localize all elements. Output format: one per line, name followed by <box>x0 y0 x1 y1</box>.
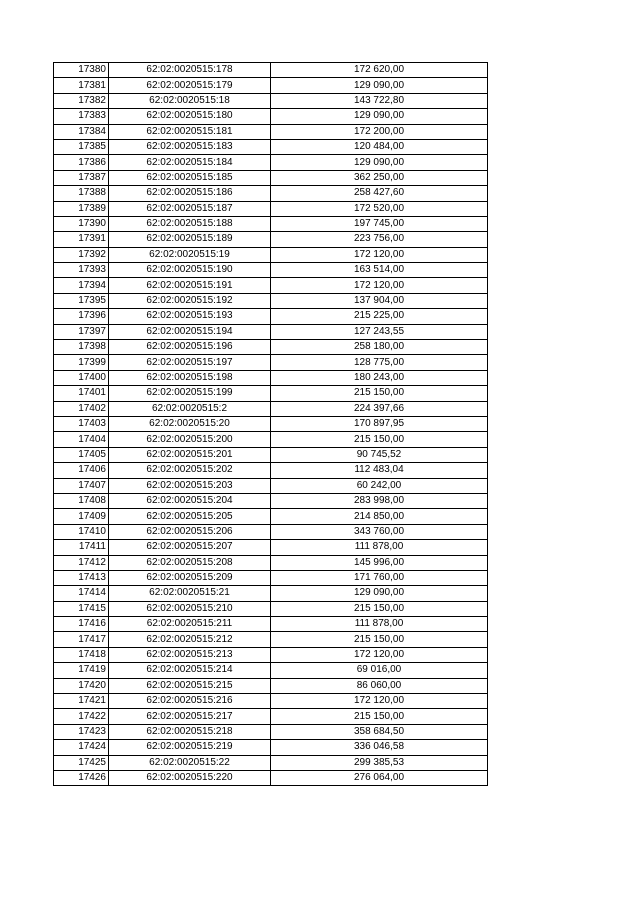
cadastral-number-cell: 62:02:0020515:194 <box>109 324 271 339</box>
row-number-cell: 17416 <box>54 617 109 632</box>
cadastral-value-cell: 362 250,00 <box>271 170 488 185</box>
table-row <box>54 170 488 185</box>
cadastral-value-cell: 283 998,00 <box>271 493 488 508</box>
row-number-cell: 17414 <box>54 586 109 601</box>
table-row <box>54 493 488 508</box>
cadastral-value-cell: 172 120,00 <box>271 647 488 662</box>
row-number-cell: 17395 <box>54 293 109 308</box>
cadastral-number-cell: 62:02:0020515:19 <box>109 247 271 262</box>
cadastral-number-cell: 62:02:0020515:220 <box>109 770 271 785</box>
cadastral-value-cell: 90 745,52 <box>271 447 488 462</box>
cadastral-number-cell: 62:02:0020515:199 <box>109 386 271 401</box>
row-number-cell: 17419 <box>54 663 109 678</box>
cadastral-number-cell: 62:02:0020515:186 <box>109 186 271 201</box>
cadastral-value-cell: 180 243,00 <box>271 370 488 385</box>
cadastral-value-cell: 343 760,00 <box>271 524 488 539</box>
cadastral-number-cell: 62:02:0020515:215 <box>109 678 271 693</box>
row-number-cell: 17388 <box>54 186 109 201</box>
row-number-cell: 17412 <box>54 555 109 570</box>
row-number-cell: 17382 <box>54 93 109 108</box>
row-number-cell: 17401 <box>54 386 109 401</box>
table-row <box>54 678 488 693</box>
row-number-cell: 17385 <box>54 139 109 154</box>
cadastral-number-cell: 62:02:0020515:196 <box>109 340 271 355</box>
row-number-cell: 17410 <box>54 524 109 539</box>
row-number-cell: 17408 <box>54 493 109 508</box>
table-row <box>54 186 488 201</box>
cadastral-value-cell: 172 120,00 <box>271 278 488 293</box>
row-number-cell: 17422 <box>54 709 109 724</box>
table-row <box>54 432 488 447</box>
cadastral-value-cell: 215 150,00 <box>271 386 488 401</box>
table-row <box>54 663 488 678</box>
cadastral-number-cell: 62:02:0020515:214 <box>109 663 271 678</box>
cadastral-value-cell: 258 180,00 <box>271 340 488 355</box>
cadastral-value-cell: 120 484,00 <box>271 139 488 154</box>
cadastral-number-cell: 62:02:0020515:212 <box>109 632 271 647</box>
table-row <box>54 509 488 524</box>
table-row <box>54 201 488 216</box>
table-row <box>54 540 488 555</box>
table-row <box>54 401 488 416</box>
table-row <box>54 247 488 262</box>
cadastral-value-cell: 171 760,00 <box>271 570 488 585</box>
row-number-cell: 17407 <box>54 478 109 493</box>
row-number-cell: 17389 <box>54 201 109 216</box>
row-number-cell: 17420 <box>54 678 109 693</box>
cadastral-number-cell: 62:02:0020515:197 <box>109 355 271 370</box>
table-row <box>54 447 488 462</box>
cadastral-value-cell: 299 385,53 <box>271 755 488 770</box>
cadastral-number-cell: 62:02:0020515:22 <box>109 755 271 770</box>
cadastral-number-cell: 62:02:0020515:180 <box>109 109 271 124</box>
cadastral-number-cell: 62:02:0020515:202 <box>109 463 271 478</box>
row-number-cell: 17380 <box>54 63 109 78</box>
table-row <box>54 709 488 724</box>
cadastral-value-table <box>53 62 488 786</box>
cadastral-number-cell: 62:02:0020515:207 <box>109 540 271 555</box>
cadastral-value-cell: 172 200,00 <box>271 124 488 139</box>
cadastral-number-cell: 62:02:0020515:184 <box>109 155 271 170</box>
cadastral-number-cell: 62:02:0020515:20 <box>109 416 271 431</box>
cadastral-number-cell: 62:02:0020515:18 <box>109 93 271 108</box>
cadastral-number-cell: 62:02:0020515:200 <box>109 432 271 447</box>
cadastral-number-cell: 62:02:0020515:178 <box>109 63 271 78</box>
table-row <box>54 694 488 709</box>
table-row <box>54 632 488 647</box>
cadastral-value-cell: 129 090,00 <box>271 586 488 601</box>
cadastral-value-cell: 197 745,00 <box>271 216 488 231</box>
cadastral-number-cell: 62:02:0020515:208 <box>109 555 271 570</box>
table-row <box>54 724 488 739</box>
cadastral-value-cell: 215 150,00 <box>271 432 488 447</box>
row-number-cell: 17381 <box>54 78 109 93</box>
cadastral-value-cell: 223 756,00 <box>271 232 488 247</box>
cadastral-value-cell: 137 904,00 <box>271 293 488 308</box>
row-number-cell: 17423 <box>54 724 109 739</box>
table-row <box>54 586 488 601</box>
table-row <box>54 93 488 108</box>
row-number-cell: 17421 <box>54 694 109 709</box>
row-number-cell: 17418 <box>54 647 109 662</box>
row-number-cell: 17399 <box>54 355 109 370</box>
row-number-cell: 17426 <box>54 770 109 785</box>
table-row <box>54 232 488 247</box>
row-number-cell: 17386 <box>54 155 109 170</box>
table-row <box>54 293 488 308</box>
table-row <box>54 617 488 632</box>
table-row <box>54 78 488 93</box>
cadastral-value-cell: 215 150,00 <box>271 601 488 616</box>
table-row <box>54 740 488 755</box>
cadastral-number-cell: 62:02:0020515:179 <box>109 78 271 93</box>
cadastral-number-cell: 62:02:0020515:204 <box>109 493 271 508</box>
cadastral-value-cell: 129 090,00 <box>271 78 488 93</box>
cadastral-value-cell: 172 620,00 <box>271 63 488 78</box>
row-number-cell: 17425 <box>54 755 109 770</box>
row-number-cell: 17400 <box>54 370 109 385</box>
cadastral-value-cell: 129 090,00 <box>271 109 488 124</box>
table-body <box>54 63 488 786</box>
row-number-cell: 17409 <box>54 509 109 524</box>
row-number-cell: 17413 <box>54 570 109 585</box>
cadastral-value-cell: 60 242,00 <box>271 478 488 493</box>
cadastral-value-cell: 69 016,00 <box>271 663 488 678</box>
cadastral-value-cell: 163 514,00 <box>271 263 488 278</box>
cadastral-number-cell: 62:02:0020515:211 <box>109 617 271 632</box>
cadastral-number-cell: 62:02:0020515:213 <box>109 647 271 662</box>
table-row <box>54 324 488 339</box>
row-number-cell: 17394 <box>54 278 109 293</box>
cadastral-number-cell: 62:02:0020515:198 <box>109 370 271 385</box>
cadastral-number-cell: 62:02:0020515:190 <box>109 263 271 278</box>
cadastral-value-cell: 145 996,00 <box>271 555 488 570</box>
cadastral-number-cell: 62:02:0020515:209 <box>109 570 271 585</box>
cadastral-value-cell: 172 520,00 <box>271 201 488 216</box>
cadastral-value-cell: 172 120,00 <box>271 694 488 709</box>
cadastral-number-cell: 62:02:0020515:206 <box>109 524 271 539</box>
cadastral-number-cell: 62:02:0020515:192 <box>109 293 271 308</box>
table-row <box>54 601 488 616</box>
cadastral-value-cell: 129 090,00 <box>271 155 488 170</box>
row-number-cell: 17415 <box>54 601 109 616</box>
cadastral-number-cell: 62:02:0020515:203 <box>109 478 271 493</box>
row-number-cell: 17411 <box>54 540 109 555</box>
table-row <box>54 109 488 124</box>
table-row <box>54 370 488 385</box>
row-number-cell: 17405 <box>54 447 109 462</box>
row-number-cell: 17402 <box>54 401 109 416</box>
row-number-cell: 17387 <box>54 170 109 185</box>
cadastral-value-cell: 215 150,00 <box>271 632 488 647</box>
row-number-cell: 17396 <box>54 309 109 324</box>
cadastral-number-cell: 62:02:0020515:193 <box>109 309 271 324</box>
table-row <box>54 416 488 431</box>
row-number-cell: 17404 <box>54 432 109 447</box>
cadastral-number-cell: 62:02:0020515:205 <box>109 509 271 524</box>
cadastral-number-cell: 62:02:0020515:188 <box>109 216 271 231</box>
row-number-cell: 17424 <box>54 740 109 755</box>
table-row <box>54 309 488 324</box>
cadastral-value-cell: 143 722,80 <box>271 93 488 108</box>
cadastral-value-cell: 127 243,55 <box>271 324 488 339</box>
table-row <box>54 139 488 154</box>
cadastral-number-cell: 62:02:0020515:2 <box>109 401 271 416</box>
cadastral-value-cell: 111 878,00 <box>271 617 488 632</box>
cadastral-number-cell: 62:02:0020515:217 <box>109 709 271 724</box>
table-row <box>54 524 488 539</box>
table-row <box>54 355 488 370</box>
row-number-cell: 17392 <box>54 247 109 262</box>
table-row <box>54 278 488 293</box>
cadastral-number-cell: 62:02:0020515:183 <box>109 139 271 154</box>
table-row <box>54 386 488 401</box>
table-row <box>54 263 488 278</box>
row-number-cell: 17397 <box>54 324 109 339</box>
cadastral-number-cell: 62:02:0020515:216 <box>109 694 271 709</box>
cadastral-number-cell: 62:02:0020515:21 <box>109 586 271 601</box>
row-number-cell: 17383 <box>54 109 109 124</box>
table-row <box>54 478 488 493</box>
table-row <box>54 63 488 78</box>
row-number-cell: 17390 <box>54 216 109 231</box>
cadastral-value-cell: 170 897,95 <box>271 416 488 431</box>
cadastral-value-cell: 172 120,00 <box>271 247 488 262</box>
row-number-cell: 17398 <box>54 340 109 355</box>
cadastral-number-cell: 62:02:0020515:218 <box>109 724 271 739</box>
table-row <box>54 647 488 662</box>
cadastral-number-cell: 62:02:0020515:181 <box>109 124 271 139</box>
table-row <box>54 570 488 585</box>
table-row <box>54 770 488 785</box>
table-row <box>54 216 488 231</box>
row-number-cell: 17393 <box>54 263 109 278</box>
table-row <box>54 755 488 770</box>
cadastral-value-cell: 224 397,66 <box>271 401 488 416</box>
table-row <box>54 155 488 170</box>
row-number-cell: 17391 <box>54 232 109 247</box>
cadastral-value-cell: 336 046,58 <box>271 740 488 755</box>
cadastral-value-cell: 112 483,04 <box>271 463 488 478</box>
row-number-cell: 17417 <box>54 632 109 647</box>
cadastral-value-cell: 358 684,50 <box>271 724 488 739</box>
cadastral-value-cell: 214 850,00 <box>271 509 488 524</box>
cadastral-value-cell: 128 775,00 <box>271 355 488 370</box>
cadastral-value-cell: 258 427,60 <box>271 186 488 201</box>
cadastral-number-cell: 62:02:0020515:191 <box>109 278 271 293</box>
cadastral-number-cell: 62:02:0020515:201 <box>109 447 271 462</box>
cadastral-value-cell: 111 878,00 <box>271 540 488 555</box>
row-number-cell: 17384 <box>54 124 109 139</box>
table-row <box>54 463 488 478</box>
cadastral-number-cell: 62:02:0020515:219 <box>109 740 271 755</box>
row-number-cell: 17403 <box>54 416 109 431</box>
table-row <box>54 124 488 139</box>
cadastral-number-cell: 62:02:0020515:187 <box>109 201 271 216</box>
table-row <box>54 555 488 570</box>
cadastral-number-cell: 62:02:0020515:210 <box>109 601 271 616</box>
cadastral-value-cell: 215 225,00 <box>271 309 488 324</box>
cadastral-number-cell: 62:02:0020515:185 <box>109 170 271 185</box>
row-number-cell: 17406 <box>54 463 109 478</box>
table-row <box>54 340 488 355</box>
cadastral-number-cell: 62:02:0020515:189 <box>109 232 271 247</box>
cadastral-value-cell: 215 150,00 <box>271 709 488 724</box>
cadastral-value-cell: 276 064,00 <box>271 770 488 785</box>
cadastral-value-cell: 86 060,00 <box>271 678 488 693</box>
